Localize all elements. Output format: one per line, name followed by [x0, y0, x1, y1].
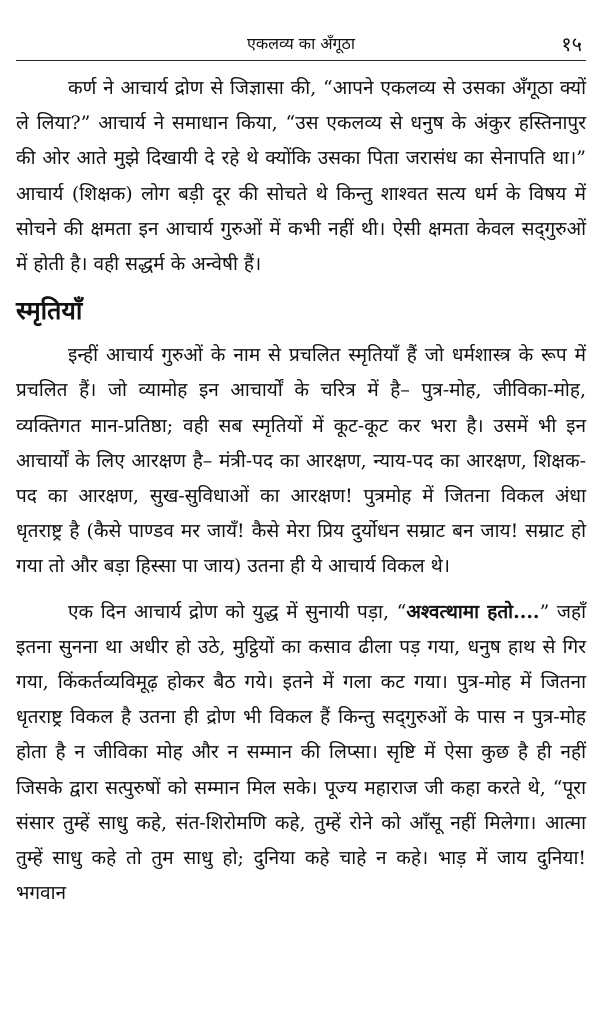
quote-ashwatthama: अश्वत्थामा हतो.... [406, 600, 540, 623]
running-title: एकलव्य का अँगूठा [246, 34, 355, 53]
page-number: १५ [561, 32, 582, 56]
paragraph-lead-text: एक दिन आचार्य द्रोण को युद्ध में सुनायी पड़ा, “ [68, 600, 407, 623]
paragraph-rest-text: ” जहाँ इतना सुनना था अधीर हो उठे, मुट्ठियों का कसाव ढीला पड़ गया, धनुष हाथ से गिर गया, किंकर्तव्यविमूढ़ होकर बैठ गये। इतने में गला कट गया। पुत्र-मोह में जितना धृतराष्ट्र विकल है उतना ही द्रोण भी विकल हैं किन्तु सद्‌गुरुओं के पास न पुत्र-मोह होता है न जीविका मोह और न सम्मान की लिप्सा। सृष्टि में ऐसा कुछ है ही नहीं जिसके द्वारा सत्पुरुषों को सम्मान मिल सके। पूज्य महाराज जी कहा करते थे, “पूरा संसार तुम्हें साधु कहे, संत-शिरोमणि कहे, तुम्हें रोने को आँसू नहीं मिलेगा। आत्मा तुम्हें साधु कहे तो तुम साधु हो; दुनिया कहे चाहे न कहे। भाड़ में जाय दुनिया! भगवान [16, 600, 586, 905]
paragraph-drona-battle [16, 595, 586, 912]
running-header [16, 0, 586, 61]
section-heading: स्मृतियाँ [16, 296, 83, 326]
paragraph-smritis: इन्हीं आचार्य गुरुओं के नाम से प्रचलित स्मृतियाँ हैं जो धर्मशास्त्र के रूप में प्रचलित हैं। जो व्यामोह इन आचार्यों के चरित्र में है– पुत्र-मोह, जीविका-मोह, व्यक्तिगत मान-प्रतिष्ठा; वही सब स्मृतियों में कूट-कूट कर भरा है। उसमें भी इन आचार्यों के लिए आरक्षण है– मंत्री-पद का आरक्षण, न्याय-पद का आरक्षण, शिक्षक-पद का आरक्षण, सुख-सुविधाओं का आरक्षण! पुत्रमोह में जितना विकल अंधा धृतराष्ट्र है (कैसे पाण्डव मर जायँ! कैसे मेरा प्रिय दुर्योधन सम्राट बन जाय! सम्राट हो गया तो और बड़ा हिस्सा पा जाय) उतना ही ये आचार्य विकल थे। [16, 344, 586, 578]
paragraph-karna-question: कर्ण ने आचार्य द्रोण से जिज्ञासा की, “आपने एकलव्य से उसका अँगूठा क्यों ले लिया?” आचार्य ने समाधान किया, “उस एकलव्य से धनुष के अंकुर हस्तिनापुर की ओर आते मुझे दिखायी दे रहे थे क्योंकि उसका पिता जरासंध का सेनापति था।” आचार्य (शिक्षक) लोग बड़ी दूर की सोचते थे किन्तु शाश्वत सत्य धर्म के विषय में सोचने की क्षमता इन आचार्य गुरुओं में कभी नहीं थी। ऐसी क्षमता केवल सद्‌गुरुओं में होती है। वही सद्धर्म के अन्वेषी हैं। [16, 77, 586, 276]
